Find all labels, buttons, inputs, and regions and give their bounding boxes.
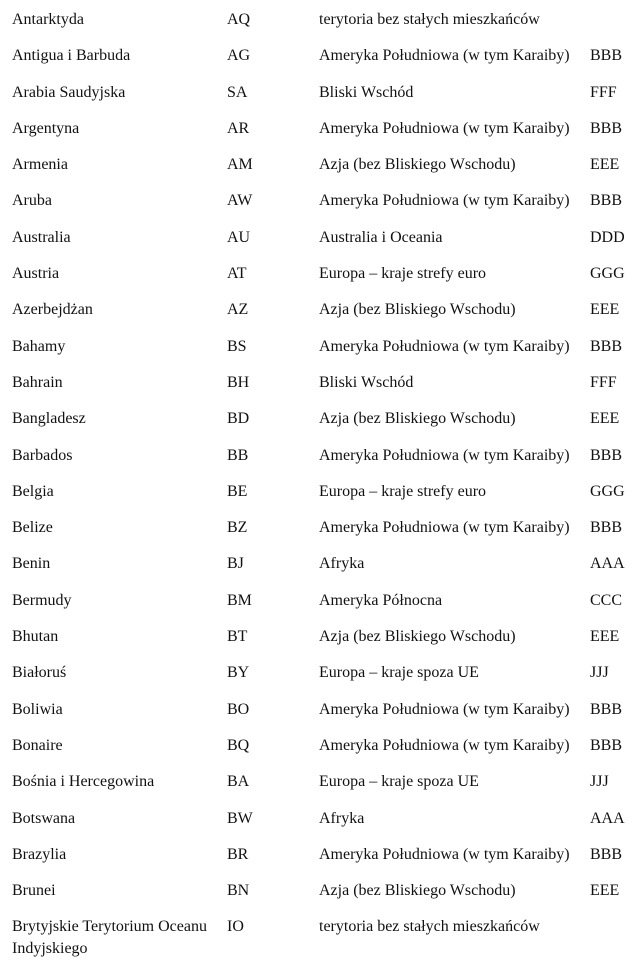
table-row bbox=[0, 363, 641, 399]
country-name: Białoruś bbox=[12, 664, 67, 682]
group-code: GGG bbox=[590, 482, 625, 500]
country-code: BJ bbox=[227, 555, 244, 573]
country-code: BQ bbox=[227, 736, 250, 754]
table-row bbox=[0, 399, 641, 435]
country-name: Argentyna bbox=[12, 119, 80, 137]
group-code: JJJ bbox=[590, 664, 609, 682]
group-code: BBB bbox=[590, 845, 623, 863]
group-code: BBB bbox=[590, 47, 623, 65]
region-name: Azja (bez Bliskiego Wschodu) bbox=[319, 156, 516, 174]
region-name: Ameryka Południowa (w tym Karaiby) bbox=[319, 845, 570, 863]
country-name: Antigua i Barbuda bbox=[12, 47, 131, 65]
country-name: Bahamy bbox=[12, 337, 66, 355]
country-code: BR bbox=[227, 845, 249, 863]
table-row bbox=[0, 436, 641, 472]
table-row bbox=[0, 254, 641, 290]
country-name: Bonaire bbox=[12, 736, 63, 754]
group-code: FFF bbox=[590, 373, 617, 391]
country-code: BE bbox=[227, 482, 248, 500]
group-code: AAA bbox=[590, 555, 625, 573]
group-code: EEE bbox=[590, 882, 620, 900]
table-row bbox=[0, 218, 641, 254]
region-name: Bliski Wschód bbox=[319, 373, 414, 391]
region-name: terytoria bez stałych mieszkańców bbox=[319, 11, 540, 28]
region-name: Europa – kraje spoza UE bbox=[319, 664, 479, 682]
region-name: Bliski Wschód bbox=[319, 83, 414, 101]
group-code: EEE bbox=[590, 628, 620, 646]
country-code: BM bbox=[227, 591, 252, 609]
country-name: Bhutan bbox=[12, 628, 59, 646]
country-code: IO bbox=[227, 918, 244, 936]
country-code: BN bbox=[227, 882, 250, 900]
region-name: Ameryka Południowa (w tym Karaiby) bbox=[319, 337, 570, 355]
country-name: Antarktyda bbox=[12, 11, 84, 28]
table-row bbox=[0, 835, 641, 871]
region-name: Azja (bez Bliskiego Wschodu) bbox=[319, 410, 516, 428]
region-name: Ameryka Południowa (w tym Karaiby) bbox=[319, 736, 570, 754]
group-code: BBB bbox=[590, 736, 623, 754]
table-row bbox=[0, 508, 641, 544]
country-code: BH bbox=[227, 373, 250, 391]
country-name: Botswana bbox=[12, 809, 76, 827]
region-name: Azja (bez Bliskiego Wschodu) bbox=[319, 882, 516, 900]
region-name: Australia i Oceania bbox=[319, 228, 443, 246]
country-name: Brunei bbox=[12, 882, 56, 900]
country-code: BY bbox=[227, 664, 250, 682]
region-name: Ameryka Południowa (w tym Karaiby) bbox=[319, 192, 570, 210]
region-name: Ameryka Południowa (w tym Karaiby) bbox=[319, 119, 570, 137]
table-row bbox=[0, 581, 641, 617]
region-name: Afryka bbox=[319, 809, 365, 827]
group-code: EEE bbox=[590, 301, 620, 319]
country-code: AZ bbox=[227, 301, 249, 319]
table-row bbox=[0, 690, 641, 726]
country-code: BS bbox=[227, 337, 247, 355]
group-code: BBB bbox=[590, 519, 623, 537]
country-code: AQ bbox=[227, 11, 251, 28]
country-name: Bahrain bbox=[12, 373, 63, 391]
table-row bbox=[0, 617, 641, 653]
group-code: FFF bbox=[590, 83, 617, 101]
region-name: Ameryka Południowa (w tym Karaiby) bbox=[319, 519, 570, 537]
table-row bbox=[0, 653, 641, 689]
group-code: BBB bbox=[590, 446, 623, 464]
country-name: Benin bbox=[12, 555, 51, 573]
country-code: BB bbox=[227, 446, 249, 464]
country-code: SA bbox=[227, 83, 248, 101]
country-name: Brazylia bbox=[12, 845, 67, 863]
group-code: BBB bbox=[590, 119, 623, 137]
region-name: Azja (bez Bliskiego Wschodu) bbox=[319, 628, 516, 646]
country-name: Azerbejdżan bbox=[12, 301, 93, 319]
group-code: BBB bbox=[590, 192, 623, 210]
group-code: CCC bbox=[590, 591, 623, 609]
country-code: BZ bbox=[227, 519, 248, 537]
country-name: Arabia Saudyjska bbox=[12, 83, 126, 101]
group-code: BBB bbox=[590, 700, 623, 718]
table-row bbox=[0, 0, 641, 36]
table-row bbox=[0, 145, 641, 181]
group-code: AAA bbox=[590, 809, 625, 827]
group-code: JJJ bbox=[590, 773, 609, 791]
country-code: AG bbox=[227, 47, 251, 65]
region-name: Ameryka Południowa (w tym Karaiby) bbox=[319, 446, 570, 464]
region-name: Azja (bez Bliskiego Wschodu) bbox=[319, 301, 516, 319]
table-row bbox=[0, 290, 641, 326]
table-row bbox=[0, 73, 641, 109]
table-row bbox=[0, 799, 641, 835]
country-code: AR bbox=[227, 119, 250, 137]
group-code: BBB bbox=[590, 337, 623, 355]
country-code: AU bbox=[227, 228, 251, 246]
country-name: Aruba bbox=[12, 192, 52, 210]
table-row bbox=[0, 907, 641, 967]
region-name: Afryka bbox=[319, 555, 365, 573]
country-name: Bermudy bbox=[12, 591, 72, 609]
group-code: EEE bbox=[590, 410, 620, 428]
region-name: Europa – kraje strefy euro bbox=[319, 482, 487, 500]
country-name: Bangladesz bbox=[12, 410, 86, 428]
country-name: Belize bbox=[12, 519, 53, 537]
country-name: Boliwia bbox=[12, 700, 63, 718]
table-row bbox=[0, 181, 641, 217]
country-name: Bośnia i Hercegowina bbox=[12, 773, 155, 791]
region-name: Ameryka Północna bbox=[319, 591, 443, 609]
region-name: Ameryka Południowa (w tym Karaiby) bbox=[319, 700, 570, 718]
region-name: terytoria bez stałych mieszkańców bbox=[319, 918, 540, 936]
country-code: BO bbox=[227, 700, 250, 718]
table-row bbox=[0, 472, 641, 508]
country-code: BD bbox=[227, 410, 250, 428]
country-code: AW bbox=[227, 192, 253, 210]
group-code: DDD bbox=[590, 228, 625, 246]
country-code: BT bbox=[227, 628, 248, 646]
country-code: AT bbox=[227, 265, 247, 283]
table-row bbox=[0, 36, 641, 72]
country-name: Australia bbox=[12, 228, 71, 246]
country-code: BW bbox=[227, 809, 253, 827]
group-code: GGG bbox=[590, 265, 625, 283]
region-name: Europa – kraje spoza UE bbox=[319, 773, 479, 791]
table-row bbox=[0, 109, 641, 145]
table-row bbox=[0, 871, 641, 907]
table-row bbox=[0, 327, 641, 363]
region-name: Ameryka Południowa (w tym Karaiby) bbox=[319, 47, 570, 65]
country-name: Armenia bbox=[12, 156, 68, 174]
country-name: Barbados bbox=[12, 446, 73, 464]
country-code: AM bbox=[227, 156, 253, 174]
country-name: Austria bbox=[12, 265, 60, 283]
table-row bbox=[0, 762, 641, 798]
region-name: Europa – kraje strefy euro bbox=[319, 265, 487, 283]
table-row bbox=[0, 544, 641, 580]
country-name: Brytyjskie Terytorium Oceanu Indyjskiego bbox=[12, 918, 207, 958]
country-name: Belgia bbox=[12, 482, 54, 500]
table-row bbox=[0, 726, 641, 762]
country-code: BA bbox=[227, 773, 250, 791]
group-code: EEE bbox=[590, 156, 620, 174]
